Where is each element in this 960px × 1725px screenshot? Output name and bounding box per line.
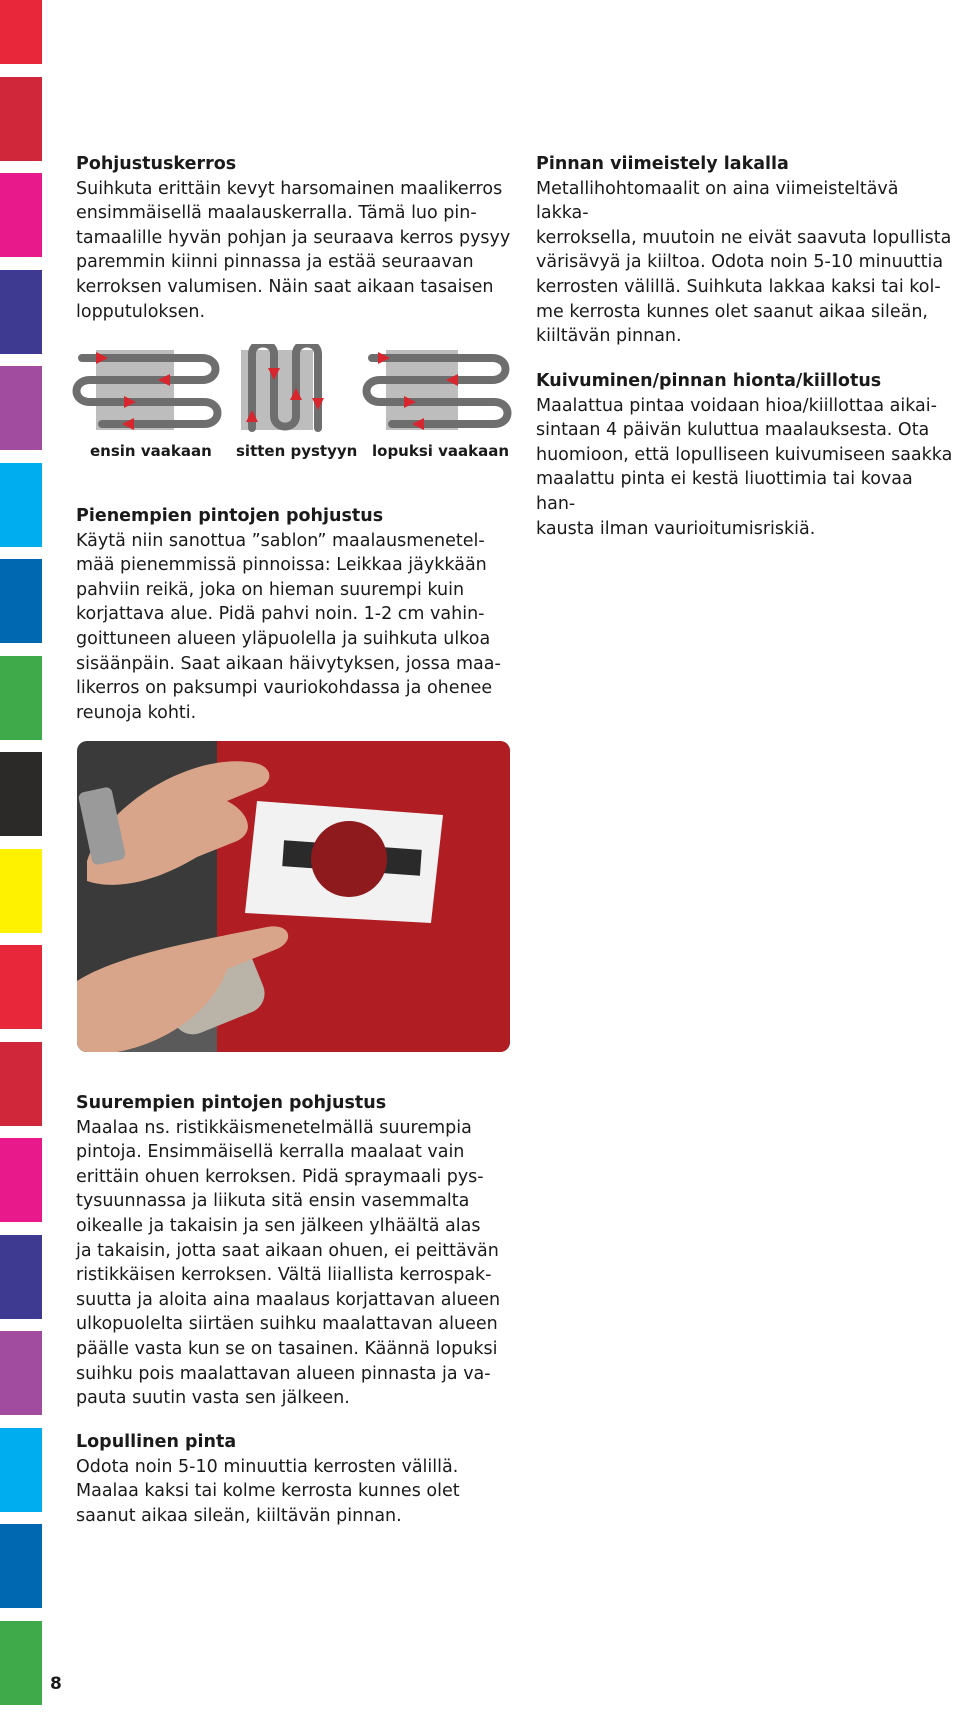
color-strip-block [0,559,42,643]
section-pienempien [76,504,516,725]
section-kuivuminen [536,369,956,541]
section-body: Maalattua pintaa voidaan hioa/kiillottaa aikai- sintaan 4 päivän kuluttua maalauksesta. Ota huomioon, että lopulliseen kuivumiseen saakka maalattu pinta ei kestä liuottimia tai kovaa han- kausta ilman vaurioitumisriskiä. [536,395,953,539]
stencil-photo-illustration [77,741,510,1052]
diagram-label-2: sitten pystyyn [236,442,358,460]
color-strip-block [0,1138,42,1222]
section-pinnan-viimeistely [536,152,956,349]
page-number: 8 [50,1674,62,1694]
color-strip-block [0,1042,42,1126]
spray-pattern-diagram [72,344,512,464]
section-title: Kuivuminen/pinnan hionta/kiillotus [536,371,882,391]
color-strip-block [0,77,42,161]
section-title: Suurempien pintojen pohjustus [76,1093,387,1113]
section-body: Suihkuta erittäin kevyt harsomainen maalikerros ensimmäisellä maalauskerralla. Tämä luo pin- tamaalille hyvän pohjan ja seuraava kerros pysyy paremmin kiinni pinnassa ja estää seuraavan kerroksen valumisen. Näin saat aikaan tasaisen lopputuloksen. [76,178,511,322]
color-strip-block [0,366,42,450]
section-title: Lopullinen pinta [76,1432,237,1452]
section-lopullinen [76,1430,516,1528]
stencil-spray-photo [77,741,510,1052]
color-strip-block [0,1621,42,1705]
color-strip-block [0,463,42,547]
diagram-label-3: lopuksi vaakaan [372,442,510,460]
section-suurempien [76,1091,516,1411]
color-strip-block [0,656,42,740]
section-pohjustuskerros [76,152,516,324]
color-strip-block [0,752,42,836]
section-body: Maalaa ns. ristikkäismenetelmällä suurempia pintoja. Ensimmäisellä kerralla maalaat vain erittäin ohuen kerroksen. Pidä spraymaali pys- tysuunnassa ja liikuta sitä ensin vasemmalta oikealle ja takaisin ja sen jälkeen ylhäältä alas ja takaisin, jotta saat aikaan ohuen, ei peittävän ristikkäisen kerroksen. Vältä liiallista kerrospak- suutta ja aloita aina maalaus korjattavan alueen ulkopuolelta siirtäen suihku maalattavan alueen päälle vasta kun se on tasainen. Käännä lopuksi suihku pois maalattavan alueen pinnasta ja va- pauta suutin vasta sen jälkeen. [76,1117,501,1409]
color-strip-block [0,270,42,354]
color-strip-block [0,1331,42,1415]
color-strip-block [0,849,42,933]
color-strip-block [0,173,42,257]
section-title: Pienempien pintojen pohjustus [76,506,384,526]
color-strip-block [0,945,42,1029]
stencil-hole [311,821,387,897]
section-title: Pohjustuskerros [76,154,237,174]
spray-pattern-illustration [72,344,512,440]
section-body: Metallihohtomaalit on aina viimeisteltävä lakka- kerroksella, muutoin ne eivät saavuta lopullista värisävyä ja kiiltoa. Odota noin 5-10 minuuttia kerrosten välillä. Suihkuta lakkaa kaksi tai kol- me kerrosta kunnes olet saanut aikaa sileän, kiiltävän pinnan. [536,178,952,347]
color-strip-block [0,1235,42,1319]
section-body: Odota noin 5-10 minuuttia kerrosten välillä. Maalaa kaksi tai kolme kerrosta kunnes olet saanut aikaa sileän, kiiltävän pinnan. [76,1456,460,1526]
color-strip-block [0,1428,42,1512]
section-title: Pinnan viimeistely lakalla [536,154,789,174]
section-body: Käytä niin sanottua ”sablon” maalausmenetel- mää pienemmissä pinnoissa: Leikkaa jäykkään pahviin reikä, joka on hieman suurempi kuin korjattava alue. Pidä pahvi noin. 1-2 cm vahin- goittuneen alueen yläpuolella ja suihkuta ulkoa sisäänpäin. Saat aikaan häivytyksen, jossa maa- likerros on paksumpi vauriokohdassa ja ohenee reunoja kohti. [76,530,501,723]
color-strip [0,0,42,1725]
color-strip-block [0,1524,42,1608]
diagram-label-1: ensin vaakaan [90,442,212,460]
color-strip-block [0,0,42,64]
arrow-icon [312,398,324,410]
